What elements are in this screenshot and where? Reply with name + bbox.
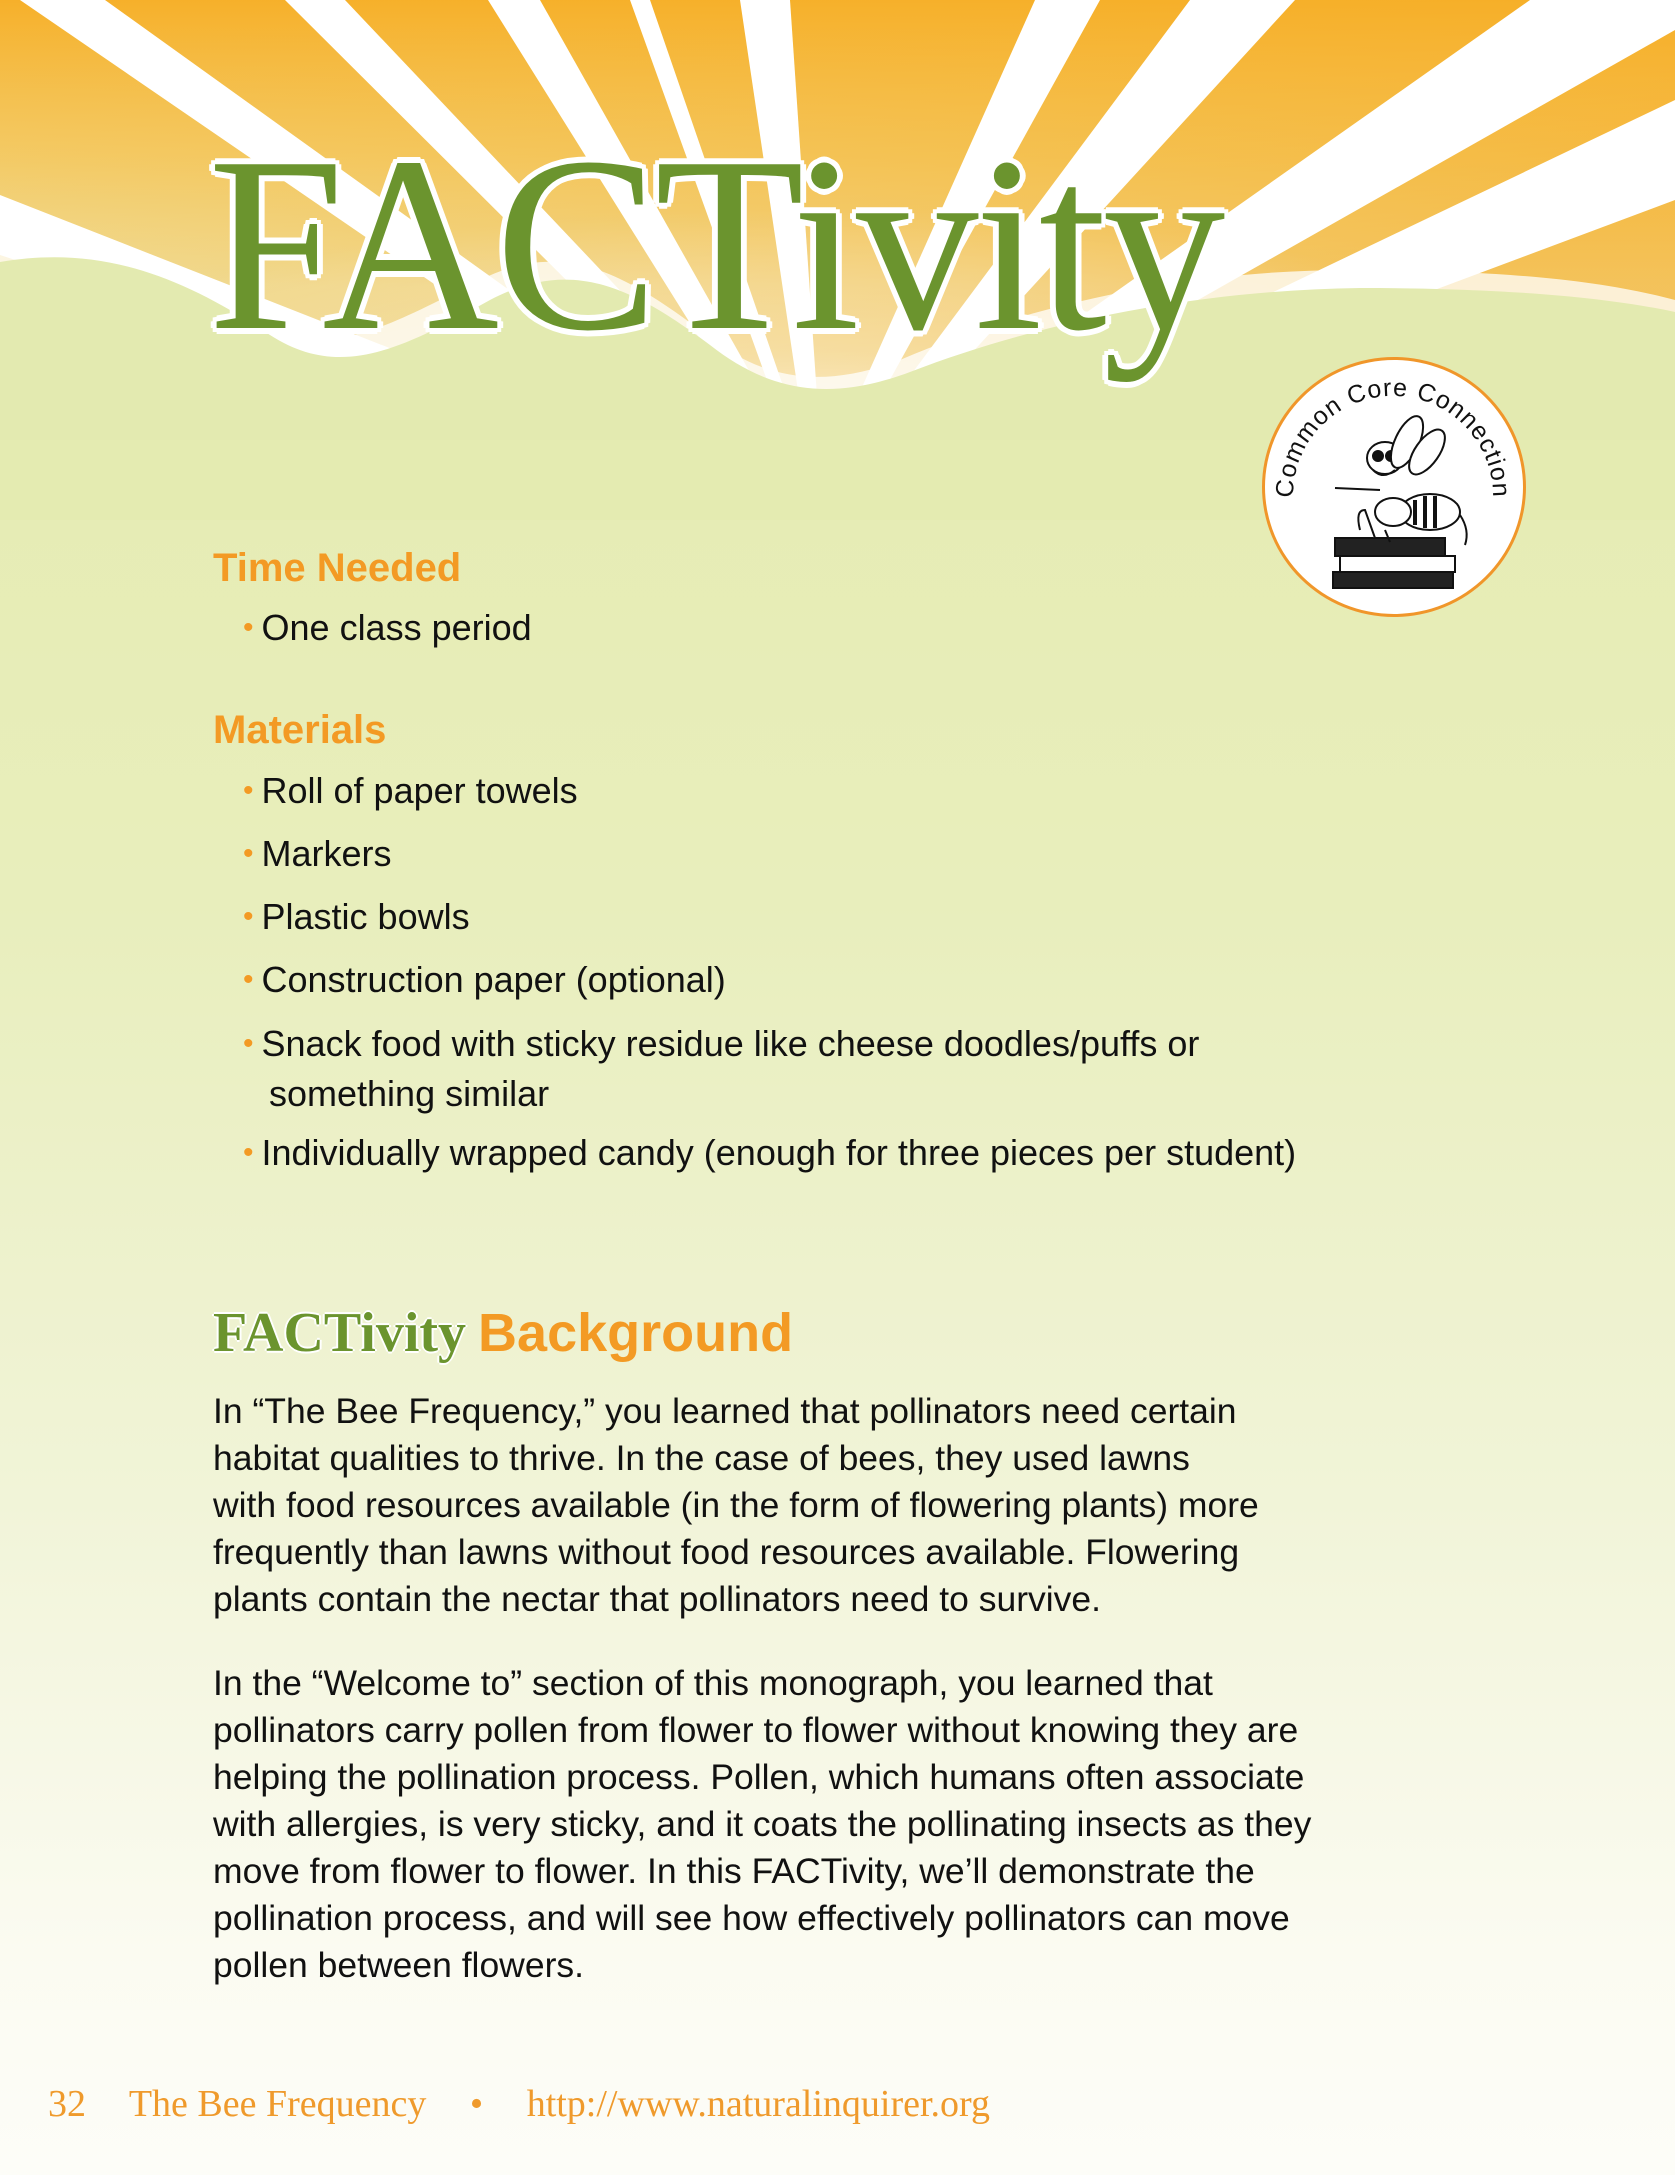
bullet-icon: • — [243, 611, 254, 644]
bee-on-books-icon — [1265, 360, 1523, 614]
list-item: • Plastic bowls — [243, 896, 470, 937]
background-paragraph-1: In “The Bee Frequency,” you learned that pollinators need certain habitat qualities to thrive. In the case of bees, they used lawns with food resources available (in the form of flowering plants) more frequently than lawns without food resources available. Flowering plants contain the nectar that pollinators need to survive. — [213, 1391, 1259, 1619]
page-title: FACTivity — [208, 106, 1222, 383]
list-item: • Roll of paper towels — [243, 770, 578, 811]
badge-label: Common Core Connection — [1270, 373, 1516, 499]
common-core-connection-badge — [1262, 357, 1526, 617]
bullet-icon: • — [243, 1027, 254, 1060]
time-needed-heading: Time Needed — [213, 546, 462, 590]
bullet-icon: • — [243, 837, 254, 870]
footer-separator: • — [469, 2083, 484, 2125]
publication-title: The Bee Frequency — [128, 2083, 427, 2125]
bullet-icon: • — [243, 963, 254, 996]
page-number: 32 — [48, 2083, 86, 2125]
list-item: • One class period — [243, 607, 532, 648]
background-paragraph-2: In the “Welcome to” section of this monograph, you learned that pollinators carry pollen from flower to flower without knowing they are helping the pollination process. Pollen, which humans often associate with allergies, is very sticky, and it coats the pollinating insects as they move from flower to flower. In this FACTivity, we’ll demonstrate the pollination process, and will see how effectively pollinators can move pollen between flowers. — [213, 1663, 1312, 1985]
website-link[interactable]: http://www.naturalinquirer.org — [526, 2083, 990, 2125]
bullet-icon: • — [243, 774, 254, 807]
svg-text:Common Core Connection — [1271, 374, 1516, 499]
list-item: • Markers — [243, 833, 392, 874]
list-item: • Snack food with sticky residue like cheese doodles/puffs or something similar — [243, 1023, 1200, 1114]
bullet-icon: • — [243, 900, 254, 933]
page-footer — [48, 2082, 1024, 2126]
bullet-icon: • — [243, 1136, 254, 1169]
background-heading: FACTivity Background — [213, 1302, 794, 1364]
materials-heading: Materials — [213, 708, 387, 752]
list-item: • Individually wrapped candy (enough for three pieces per student) — [243, 1132, 1297, 1173]
list-item: • Construction paper (optional) — [243, 959, 726, 1000]
